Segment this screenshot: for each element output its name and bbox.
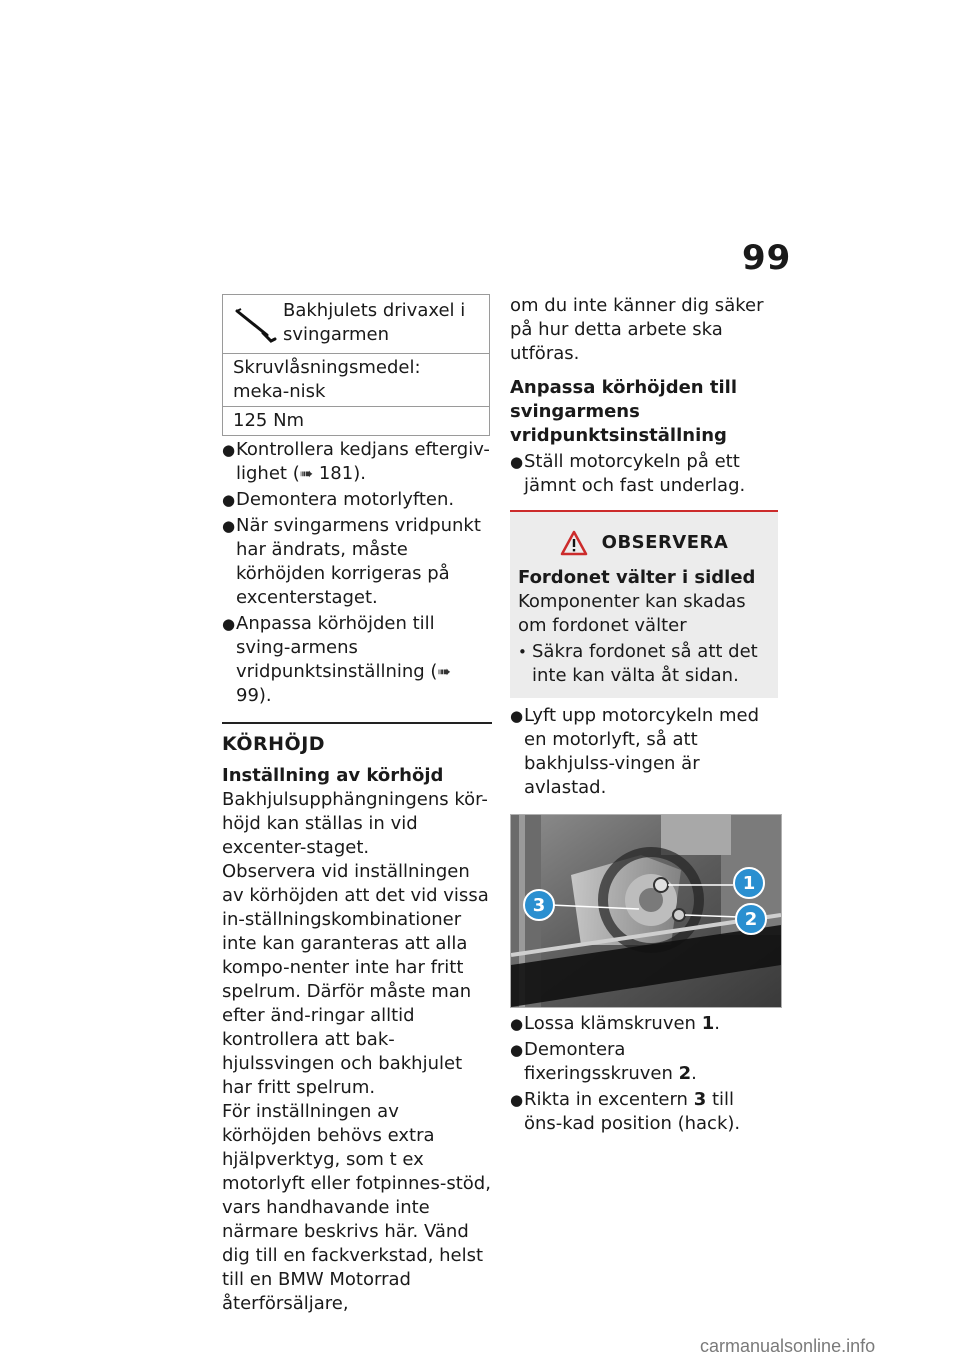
step-text: Demontera fixeringsskruven bbox=[524, 1039, 679, 1084]
list-item bbox=[510, 1038, 778, 1086]
bullet-text: När svingarmens vridpunkt har ändrats, måste körhöjden korrigeras på excenterstaget. bbox=[236, 515, 481, 608]
list-item bbox=[222, 488, 492, 512]
bullet-icon: ● bbox=[222, 491, 236, 509]
list-item bbox=[510, 1012, 778, 1036]
notice-body: Komponenter kan skadas om fordonet välter bbox=[518, 591, 746, 636]
procedure-heading: Anpassa körhöjden till svingarmens vridpunktsinställning bbox=[510, 377, 737, 446]
swingarm-illustration bbox=[511, 815, 781, 1007]
paragraph: Bakhjulsupphängningens kör-höjd kan ställas in vid excenter-staget. bbox=[222, 789, 488, 858]
callout-label-3: 3 bbox=[532, 895, 546, 916]
notice-title: OBSERVERA bbox=[601, 532, 729, 553]
list-item bbox=[510, 1088, 778, 1136]
section-subheading: Inställning av körhöjd bbox=[222, 765, 444, 786]
torque-medium: Skruvlåsningsmedel: meka-nisk bbox=[223, 354, 490, 407]
step-text-end: till öns-kad position (hack). bbox=[524, 1089, 741, 1134]
bullet-icon: ● bbox=[510, 453, 524, 471]
paragraph: Observera vid inställningen av körhöjden att det vid vissa in-ställningskombinationer inte kan garanteras att alla kompo-nenter inte har fritt spelrum. Därför måste man efter änd-ringar alltid kontrollera att bak-hjulssvingen och bakhjulet har fritt spelrum. bbox=[222, 861, 489, 1098]
bullet-text: Anpassa körhöjden till sving-armens vridpunktsinställning ( bbox=[236, 613, 438, 682]
step-callout-ref: 2 bbox=[678, 1063, 692, 1084]
page-ref-link[interactable]: 181 bbox=[318, 463, 354, 484]
arrow-ref-icon: ➠ bbox=[299, 464, 314, 483]
step-text-end: . bbox=[691, 1063, 697, 1084]
bullet-text: Demontera motorlyften. bbox=[236, 489, 455, 510]
list-item bbox=[518, 640, 770, 688]
page-number: 99 bbox=[742, 238, 792, 278]
bullet-icon: ● bbox=[222, 615, 236, 633]
callout-label-1: 1 bbox=[742, 873, 756, 894]
bullet-icon: ● bbox=[510, 707, 524, 725]
torque-title: Bakhjulets drivaxel i svingarmen bbox=[283, 300, 466, 345]
swingarm-photo bbox=[510, 814, 782, 1008]
page-ref-link[interactable]: 99 bbox=[236, 685, 259, 706]
bullet-text: Säkra fordonet så att det inte kan välta åt sidan. bbox=[532, 641, 758, 686]
footer-watermark: carmanualsonline.info bbox=[700, 1336, 876, 1356]
step-callout-ref: 1 bbox=[701, 1013, 715, 1034]
bullet-icon: • bbox=[518, 643, 527, 661]
list-item bbox=[222, 438, 492, 486]
bullet-icon: ● bbox=[510, 1091, 524, 1109]
bullet-text: Ställ motorcykeln på ett jämnt och fast underlag. bbox=[524, 451, 746, 496]
step-callout-ref: 3 bbox=[693, 1089, 707, 1110]
list-item bbox=[510, 450, 778, 498]
notice-subtitle: Fordonet välter i sidled bbox=[518, 567, 756, 588]
bullet-icon: ● bbox=[510, 1015, 524, 1033]
bullet-suffix: ). bbox=[258, 685, 272, 706]
step-text-end: . bbox=[714, 1013, 720, 1034]
bullet-text: Kontrollera kedjans eftergiv-lighet ( bbox=[236, 439, 490, 484]
paragraph: För inställningen av körhöjden behövs extra hjälpverktyg, som t ex motorlyft eller fotpinnes-stöd, vars handhavande inte närmare beskrivs här. Vänd dig till en fackverkstad, helst till en BMW Motorrad återförsäljare, bbox=[222, 1101, 491, 1314]
bullet-icon: ● bbox=[222, 441, 236, 459]
section-divider bbox=[222, 722, 492, 724]
right-column bbox=[510, 294, 778, 1136]
bullet-icon: ● bbox=[222, 517, 236, 535]
list-item bbox=[510, 704, 778, 800]
torque-spec-table bbox=[222, 294, 490, 436]
list-item bbox=[222, 612, 492, 708]
caution-notice bbox=[510, 510, 778, 698]
section-heading: KÖRHÖJD bbox=[222, 733, 326, 755]
paragraph: om du inte känner dig säker på hur detta arbete ska utföras. bbox=[510, 295, 764, 364]
arrow-ref-icon: ➠ bbox=[437, 662, 451, 681]
torque-wrench-icon bbox=[233, 305, 277, 345]
warning-icon bbox=[560, 530, 588, 556]
torque-value: 125 Nm bbox=[223, 407, 490, 436]
step-text: Lossa klämskruven bbox=[524, 1013, 702, 1034]
callout-label-2: 2 bbox=[744, 909, 758, 930]
bullet-icon: ● bbox=[510, 1041, 524, 1059]
left-column bbox=[222, 294, 492, 1316]
step-text: Rikta in excentern bbox=[524, 1089, 694, 1110]
bullet-suffix: ). bbox=[353, 463, 366, 484]
list-item bbox=[222, 514, 492, 610]
bullet-text: Lyft upp motorcykeln med en motorlyft, så att bakhjulss-vingen är avlastad. bbox=[524, 705, 760, 798]
